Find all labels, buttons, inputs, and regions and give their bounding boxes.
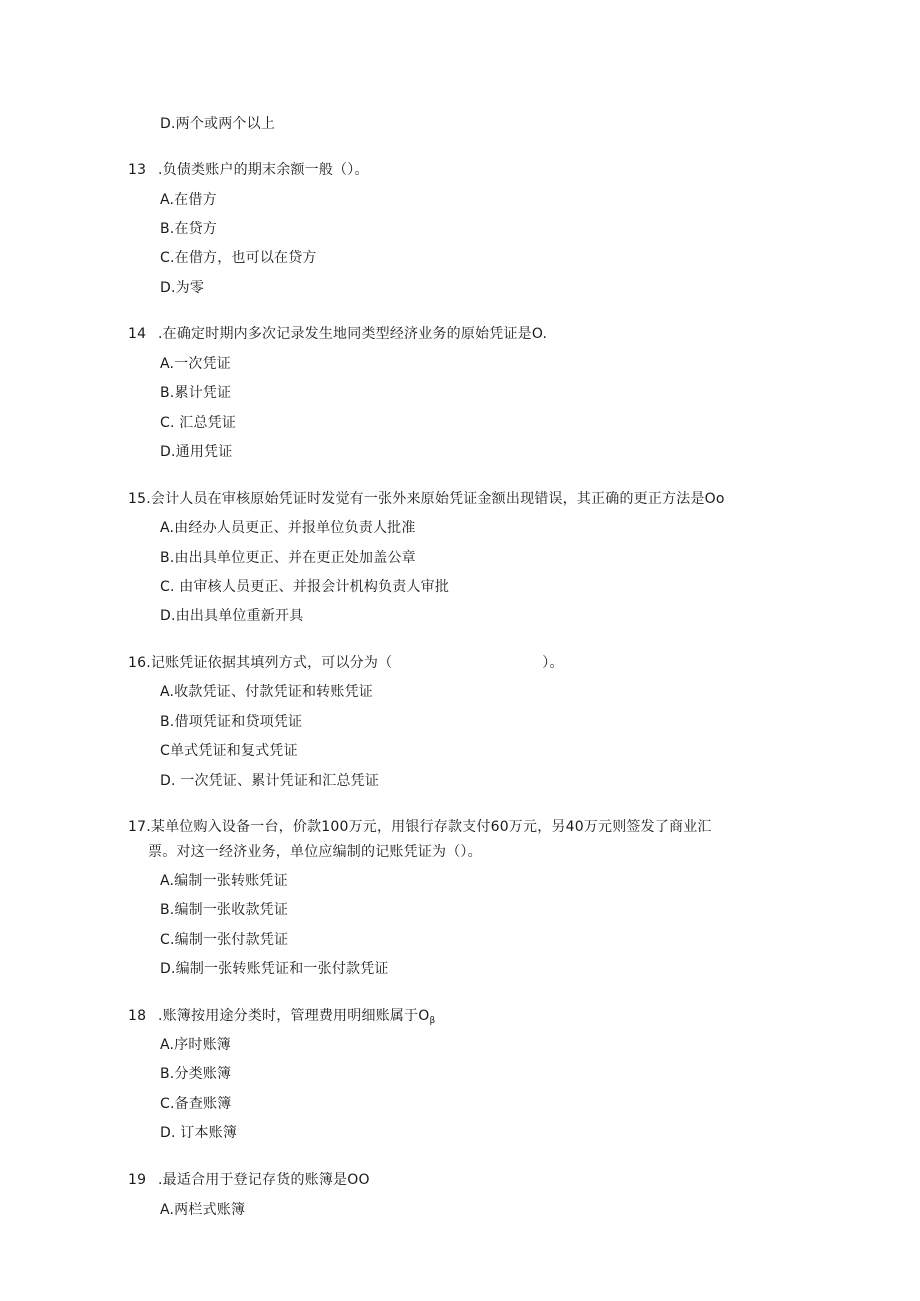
q18-number: 18 <box>128 1008 147 1024</box>
q13-number: 13 <box>128 162 147 178</box>
q15-text: 15.会计人员在审核原始凭证时发觉有一张外来原始凭证金额出现错误，其正确的更正方法是Oo <box>128 491 725 507</box>
q13-option-d: D.为零 <box>160 280 205 296</box>
q13-option-b: B.在贷方 <box>160 221 218 237</box>
q18-option-d: D. 订本账簿 <box>160 1125 238 1141</box>
q13-option-a: A.在借方 <box>160 192 217 208</box>
q16-option-a: A.收款凭证、付款凭证和转账凭证 <box>160 684 373 700</box>
q17-option-a: A.编制一张转账凭证 <box>160 873 288 889</box>
q17-text-line1: 17.某单位购入设备一台，价款100万元，用银行存款支付60万元，另40万元则签发了商业汇 <box>128 819 712 835</box>
q19-number: 19 <box>128 1172 147 1188</box>
q12-option-d: D.两个或两个以上 <box>160 116 276 132</box>
q13-option-c: C.在借方，也可以在贷方 <box>160 250 317 266</box>
q16-text-before: 16.记账凭证依据其填列方式，可以分为（ <box>128 655 393 671</box>
q15-option-b: B.由出具单位更正、并在更正处加盖公章 <box>160 550 416 566</box>
q16-text-after: ）。 <box>542 655 564 671</box>
q19-text: .最适合用于登记存货的账簿是OO <box>158 1172 370 1188</box>
q14-option-d: D.通用凭证 <box>160 444 233 460</box>
q16-option-c: C单式凭证和复式凭证 <box>160 743 298 759</box>
q16-option-d: D. 一次凭证、累计凭证和汇总凭证 <box>160 773 380 789</box>
q18-text: .账簿按用途分类时，管理费用明细账属于O <box>158 1008 430 1024</box>
q14-number: 14 <box>128 326 147 342</box>
q17-option-d: D.编制一张转账凭证和一张付款凭证 <box>160 961 389 977</box>
q14-option-c: C. 汇总凭证 <box>160 415 237 431</box>
q18-option-a: A.序时账簿 <box>160 1037 231 1053</box>
q15-option-a: A.由经办人员更正、并报单位负责人批准 <box>160 520 416 536</box>
q15-option-d: D.由出具单位重新开具 <box>160 608 304 624</box>
q17-option-c: C.编制一张付款凭证 <box>160 932 289 948</box>
q17-option-b: B.编制一张收款凭证 <box>160 902 289 918</box>
q15-option-c: C. 由审核人员更正、并报会计机构负责人审批 <box>160 579 450 595</box>
q16-text <box>128 653 564 673</box>
q17-text-line2: 票。对这一经济业务，单位应编制的记账凭证为（）。 <box>148 844 482 860</box>
q13-text: .负债类账户的期末余额一般（）。 <box>158 162 369 178</box>
q18-text-line <box>158 1006 435 1031</box>
q19-option-a: A.两栏式账簿 <box>160 1202 246 1218</box>
q18-option-b: B.分类账簿 <box>160 1066 232 1082</box>
q14-option-b: B.累计凭证 <box>160 385 232 401</box>
q18-subscript: β <box>429 1016 436 1026</box>
q14-option-a: A.一次凭证 <box>160 356 231 372</box>
q16-option-b: B.借项凭证和贷项凭证 <box>160 714 303 730</box>
q14-text: .在确定时期内多次记录发生地同类型经济业务的原始凭证是O. <box>158 326 548 342</box>
q18-option-c: C.备查账簿 <box>160 1096 232 1112</box>
